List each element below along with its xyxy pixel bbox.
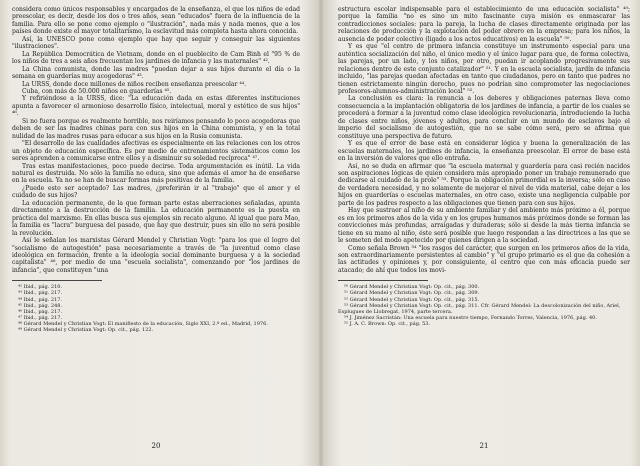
footnote-rule	[338, 280, 428, 281]
right-page-body	[338, 6, 630, 274]
paragraph: Cuba, con más de 50.000 niños en guarderías ⁴⁵.	[22, 87, 172, 95]
footnote: ⁵² Gérard Mendel y Christian Vogt: Op. cit., pág. 315.	[344, 296, 480, 303]
footnote-rule	[12, 280, 102, 281]
paragraph: Y es que "el centro de primera infancia constituye un instrumento especial para una auténtica socialización del niño, el único medio y el único lugar para que, de forma colectiva, las parejas, por un lado, y los niños, por otro, puedan ir acoplando progresivamente sus relaciones dentro de este conjunto catalizador" ⁵¹. Y en la escuela socialista, jardín de infancia incluido, "las parejas quedan afectadas en tanto que ciudadanos, pero en tanto que padres no tienen estrictamente ningún derecho, pues no podrían sino comprometer las negociaciones profesores-alumnos-administración local" ⁵².	[338, 43, 630, 95]
paragraph: La China comunista, donde las madres "puedan dejar a sus hijos durante el día o la semana en guarderías muy acogedoras" ⁴³.	[12, 65, 300, 81]
paragraph: La URSS, donde doce millones de niños reciben enseñanza preescolar ⁴⁴.	[22, 80, 247, 88]
footnote: ⁴² Ibid., pág. 210.	[18, 284, 63, 291]
footnote: ⁵⁴ J. Jiménez Sacristán: Una escuela para nuestro tiempo, Fernando Torres, Valencia, 1976, pág. 40.	[344, 314, 597, 321]
paragraph: La conclusión es clara: la renuncia a los deberes y obligaciones paternas lleva como consecuencia a la implantación obligatoria de los jardines de infancia, a partir de los cuales se procederá a formar a la juventud como clase ideológica revolucionaria, introduciendo la lucha de clases entre niños, jóvenes y adultos, para concluir en un mundo de esclavos bajo el imperio del socialismo de autogestión, que no se sabe cómo será, pero se afirma que constituye una perspectiva de futuro.	[338, 95, 630, 140]
paragraph: "El desarrollo de las cualidades afectivas es especialmente en las relaciones con los otros un objeto de educación específica. Es por medio de entrenamientos sistemáticos como los seres aprenden a comunicarse entre ellos y a disminuir su soledad recíproca" ⁴⁷.	[12, 140, 300, 163]
footnote: ⁴⁷ Ibid., pág. 217.	[18, 314, 63, 321]
footnote: ⁵¹ Gérard Mendel y Christian Vogt: Op. cit., pág. 309.	[344, 290, 480, 297]
footnote: ⁴⁶ Ibid., pág. 217.	[18, 308, 63, 315]
right-page	[338, 6, 630, 460]
left-page	[12, 6, 300, 460]
left-footnotes	[12, 280, 300, 333]
footnote: ⁵³ Gérard Mendel y Christian Vogt: Op. cit., pág. 311. Cfr. Gérard Mendel: La descolonización del niño, Ariel, Esplugues de Llobregat, 1974, parte tercera.	[338, 302, 621, 315]
paragraph: Y es que el error de base está en considerar lógica y buena la generalización de las escuelas maternales, los jardines de infancia, la enseñanza preescolar. El error de base está en la inversión de valores que ello entraña.	[338, 140, 630, 163]
right-footnotes	[338, 280, 630, 327]
footnote: ⁵⁵ J. A. C. Brown: Op. cit., pág. 53.	[344, 320, 431, 327]
footnote: ⁴⁴ Ibid., pág. 217.	[18, 296, 63, 303]
page-number: 20	[151, 442, 161, 450]
paragraph: La República Democrática de Vietnam, donde en el pueblecito de Cam Binh el "95 % de los niños de tres a seis años frecuentan los jardines de infancia y las maternales" ⁴².	[12, 50, 300, 66]
paragraph: Así le señalan los marxistas Gérard Mendel y Christian Vogt: "para los que el logro del "socialismo de autogestión" pasa necesariamente a través de "la juventud como clase ideológica en formación, frente a la ideología social dominante burguesa y a la sociedad capitalista" ⁴⁸, por medio de una "escuela socialista", comenzando por "los jardines de infancia", que constituyen "una	[12, 237, 300, 274]
footnote: ⁴⁸ Gérard Mendel y Christian Vogt: El manifiesto de la educación, Siglo XXI, 2.º ed., Madrid, 1976.	[18, 320, 268, 327]
left-page-body	[12, 6, 300, 274]
paragraph: Tras estas manifestaciones, poco puede decirse. Toda argumentación es inútil. La vida natural es destruida. No sólo la familia no educa, sino que además el amor ha de enseñarse en la escuela. Ya no se han de buscar formas más positivas de la familia.	[12, 162, 300, 185]
paragraph: Hay que sustraer al niño de su ambiente familiar y del ambiente más próximo a él, porque es en los primeros años de la vida y en los grupos humanos más próximos donde se forman las convicciones más profundas, arraigadas y duraderas; sólo si desde la más tierna infancia se tiene en su mano al niño, éste será posible que luego respondan a las directrices a las que se le someten del modo apetecido por quienes dirigen a la sociedad.	[338, 207, 630, 245]
paragraph: ¿Puede esto ser aceptado? Las madres, ¿preferirán ir al "trabajo" que el amor y el cuidado de sus hijos?	[12, 184, 300, 200]
paragraph: Como señala Brown ⁵⁴ "los rasgos del carácter, que surgen en los primeros años de la vida, son extraordinariamente persistentes al cambio" y "el grupo primario es el que da cohesión a las actitudes y opiniones y, por consiguiente, el centro que con más eficacia puede ser atacado; de ahí que todos los movi-	[338, 244, 630, 274]
paragraph: considera como únicos responsables y encargados de la enseñanza, el que los niños de edad preescolar, es decir, desde los dos o tres años, sean "educados" fuera de la influencia de la familia. Para ello se pone como ejemplo o "ilustración", nada más y nada menos, que a los países donde existe el mayor totalitarismo, la esclavitud más completa hasta ahora conocida.	[12, 6, 300, 36]
paragraph: Así, no se duda en afirmar que "la escuela maternal y guardería para casi recién nacidos son aspiraciones lógicas de quien considera más apropiado poner un trabajo remunerado que dedicarse al cuidado de la prole" ⁵³. Porque la obligación primordial es la inversa; sólo en caso de verdadera necesidad, y no solamente de mejorar el nivel de vida material, cabe dejar a los hijos en guarderías o escuelas maternales, en otro caso, existe una negligencia culpable por parte de los padres respecto a las obligaciones que tienen para con sus hijos.	[338, 162, 630, 207]
paragraph: Y refiriéndose a la URSS, dice: "La educación dada en estas diferentes instituciones apunta a favorecer el armonioso desarrollo físico, intelectual, moral y estético de sus hijos" ⁴⁶.	[12, 95, 300, 118]
footnote: ⁴⁹ Gérard Mendel y Christian Vogt: Op. cit., pág. 122.	[18, 326, 154, 333]
footnote: ⁴³ Ibid., pág. 217.	[18, 290, 63, 297]
footnote: ⁴⁵ Ibid., pág. 248.	[18, 302, 63, 309]
paragraph: La educación permanente, de la que forman parte estas aberraciones señaladas, apunta directamente a la destrucción de la familia. La educación permanente es la puesta en práctica del marxismo. En ellas busca sus ejemplos sin recato alguno. Al igual que para Mao, la familia es "lacra" burguesa del pasado, que hay que destruir, pues sin ello no será posible la revolución.	[12, 199, 300, 237]
page-number: 21	[479, 442, 489, 450]
paragraph: Así, la UNESCO pone como ejemplo que hay que seguir y conseguir las siguientes "ilustraciones".	[12, 35, 300, 51]
paragraph: estructura escolar indispensable para el establecimiento de una educación socialista" ⁴⁹; porque la familia "no es sino un mito fascinante cuya misión es enmascarar las contradicciones sociales: para la pareja, la lucha de clases directamente originada por las relaciones de producción y la explotación del poder obrero en la empresa; para los niños, la ausencia de poder colectivo (ligado a los actos educativos) en la escuela" ⁵⁰.	[338, 6, 630, 43]
footnote: ⁵⁰ Gérard Mendel y Christian Vogt: Op. cit., pág. 300.	[344, 284, 480, 291]
paragraph: Si no fuera porque es realmente horrible, nos reiríamos pensando lo poco acogedoras que deben de ser las madres chinas para con sus hijos en la China comunista, y en la total nulidad de las madres rusas para educar a sus hijos en la Rusia comunista.	[12, 117, 300, 140]
